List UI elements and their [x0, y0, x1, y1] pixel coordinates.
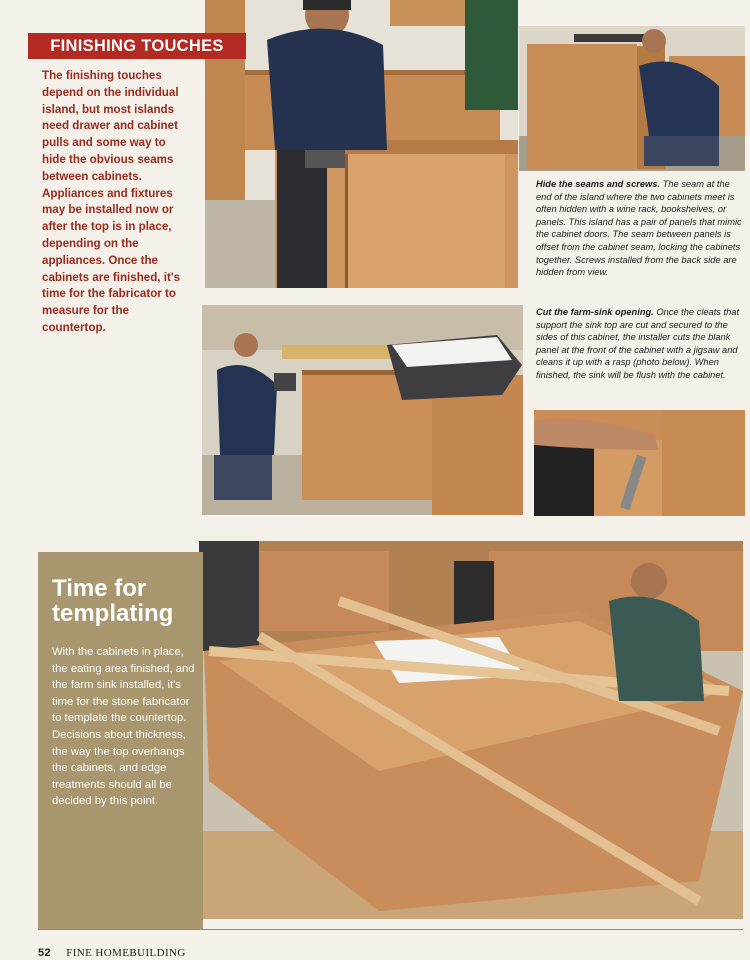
caption-farm-sink-body: Once the cleats that support the sink top are cut and secured to the sides of this cabinet, the installer cuts the blank panel at the front of the cabinet with a jigsaw and cleans it up with a rasp (photo below). When finished, the sink will be flush with the cabinet. [536, 307, 740, 380]
caption-hide-seams-body: The seam at the end of the island where the two cabinets meet is often hidden with a wine rack, bookshelves, or panels. This island has a pair of panels that mimic the cabinet doors. The seam between panels is offset from the cabinet seam, locking the cabinets together. Screws installed from the back side are hidden from view. [536, 179, 742, 278]
footer-divider [38, 929, 743, 930]
page-footer [38, 947, 186, 959]
page-number: 52 [38, 947, 52, 959]
section-heading-finishing-touches: FINISHING TOUCHES [28, 33, 246, 59]
caption-hide-seams-title: Hide the seams and screws. [536, 179, 661, 189]
caption-hide-seams [536, 178, 746, 279]
photo-rasp-closeup [534, 410, 745, 516]
magazine-name: FINE HOMEBUILDING [66, 947, 186, 959]
photo-templating-island [199, 541, 743, 919]
photo-installer-at-island [205, 0, 518, 288]
templating-sidebar-box [38, 552, 203, 930]
templating-title: Time for templating [52, 575, 174, 627]
photo-clamping-cabinets [519, 26, 745, 171]
caption-farm-sink [536, 306, 746, 382]
photo-farm-sink-cabinet [202, 305, 523, 515]
templating-body: With the cabinets in place, the eating area finished, and the farm sink installed, it's time for the stone fabricator to template the countertop. Decisions about thickness, the way the top overhangs the cabinets, and edge treatments should all be decided by this point. [52, 646, 195, 808]
intro-paragraph: The finishing touches depend on the individual island, but most islands need drawer and cabinet pulls and some way to hide the obvious seams between cabinets. Appliances and fixtures may be installed now or after the top is in place, depending on the appliances. Once the cabinets are finished, it's time for the fabricator to measure for the countertop. [42, 69, 181, 334]
caption-farm-sink-title: Cut the farm-sink opening. [536, 307, 654, 317]
